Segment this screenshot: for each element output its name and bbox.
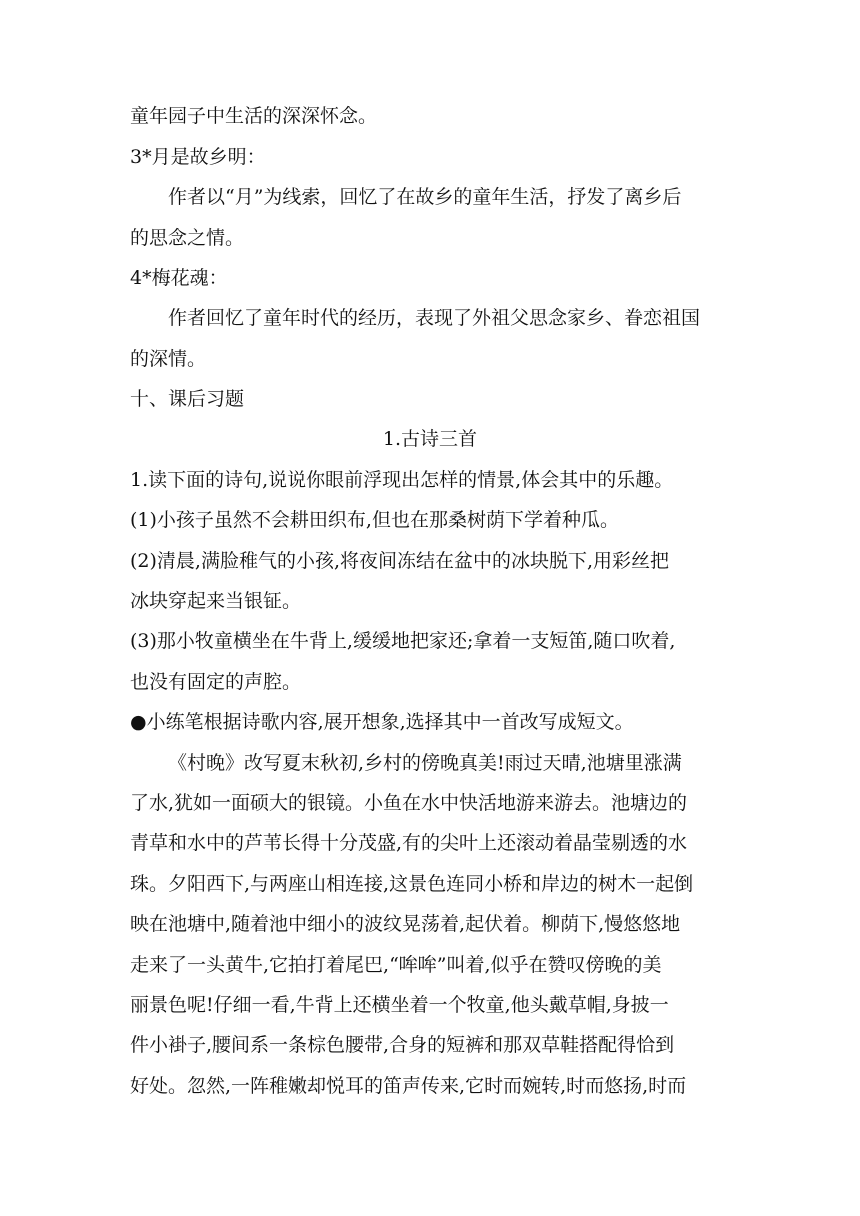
essay-line: 青草和水中的芦苇长得十分茂盛,有的尖叶上还滚动着晶莹剔透的水 <box>130 832 688 854</box>
essay-line: 《村晚》改写夏末秋初,乡村的傍晚真美!雨过天晴,池塘里涨满 <box>168 752 682 774</box>
answer-line: 冰块穿起来当银钲。 <box>130 590 302 612</box>
essay-line: 走来了一头黄牛,它拍打着尾巴,“哞哞”叫着,似乎在赞叹傍晚的美 <box>130 954 662 976</box>
answer-line: (1)小孩子虽然不会耕田织布,但也在那桑树荫下学着种瓜。 <box>130 509 619 531</box>
exercise-line: ●小练笔根据诗歌内容,展开想象,选择其中一首改写成短文。 <box>130 711 634 733</box>
text-line: 作者回忆了童年时代的经历，表现了外祖父思念家乡、眷恋祖国 <box>168 307 701 329</box>
text-line: 的思念之情。 <box>130 227 245 249</box>
chapter-heading: 十、课后习题 <box>130 388 245 410</box>
lesson-title: 1.古诗三首 <box>382 428 478 450</box>
question-line: 1.读下面的诗句,说说你眼前浮现出怎样的情景,体会其中的乐趣。 <box>130 469 674 491</box>
essay-line: 映在池塘中,随着池中细小的波纹晃荡着,起伏着。柳荫下,慢悠悠地 <box>130 913 681 935</box>
text-line: 作者以“月”为线索，回忆了在故乡的童年生活，抒发了离乡后 <box>168 186 682 208</box>
essay-line: 珠。夕阳西下,与两座山相连接,这景色连同小桥和岸边的树木一起倒 <box>130 873 694 895</box>
essay-line: 了水,犹如一面硕大的银镜。小鱼在水中快活地游来游去。池塘边的 <box>130 792 688 814</box>
section-heading: 4*梅花魂： <box>130 267 228 289</box>
answer-line: 也没有固定的声腔。 <box>130 671 302 693</box>
essay-line: 件小褂子,腰间系一条棕色腰带,合身的短裤和那双草鞋搭配得恰到 <box>130 1034 675 1056</box>
answer-line: (3)那小牧童横坐在牛背上,缓缓地把家还;拿着一支短笛,随口吹着, <box>130 630 676 652</box>
section-heading: 3*月是故乡明： <box>130 146 266 168</box>
text-line: 的深情。 <box>130 348 207 370</box>
text-line: 童年园子中生活的深深怀念。 <box>130 105 378 127</box>
essay-line: 丽景色呢!仔细一看,牛背上还横坐着一个牧童,他头戴草帽,身披一 <box>130 994 669 1016</box>
essay-line: 好处。忽然,一阵稚嫩却悦耳的笛声传来,它时而婉转,时而悠扬,时而 <box>130 1075 687 1097</box>
answer-line: (2)清晨,满脸稚气的小孩,将夜间冻结在盆中的冰块脱下,用彩丝把 <box>130 550 670 572</box>
